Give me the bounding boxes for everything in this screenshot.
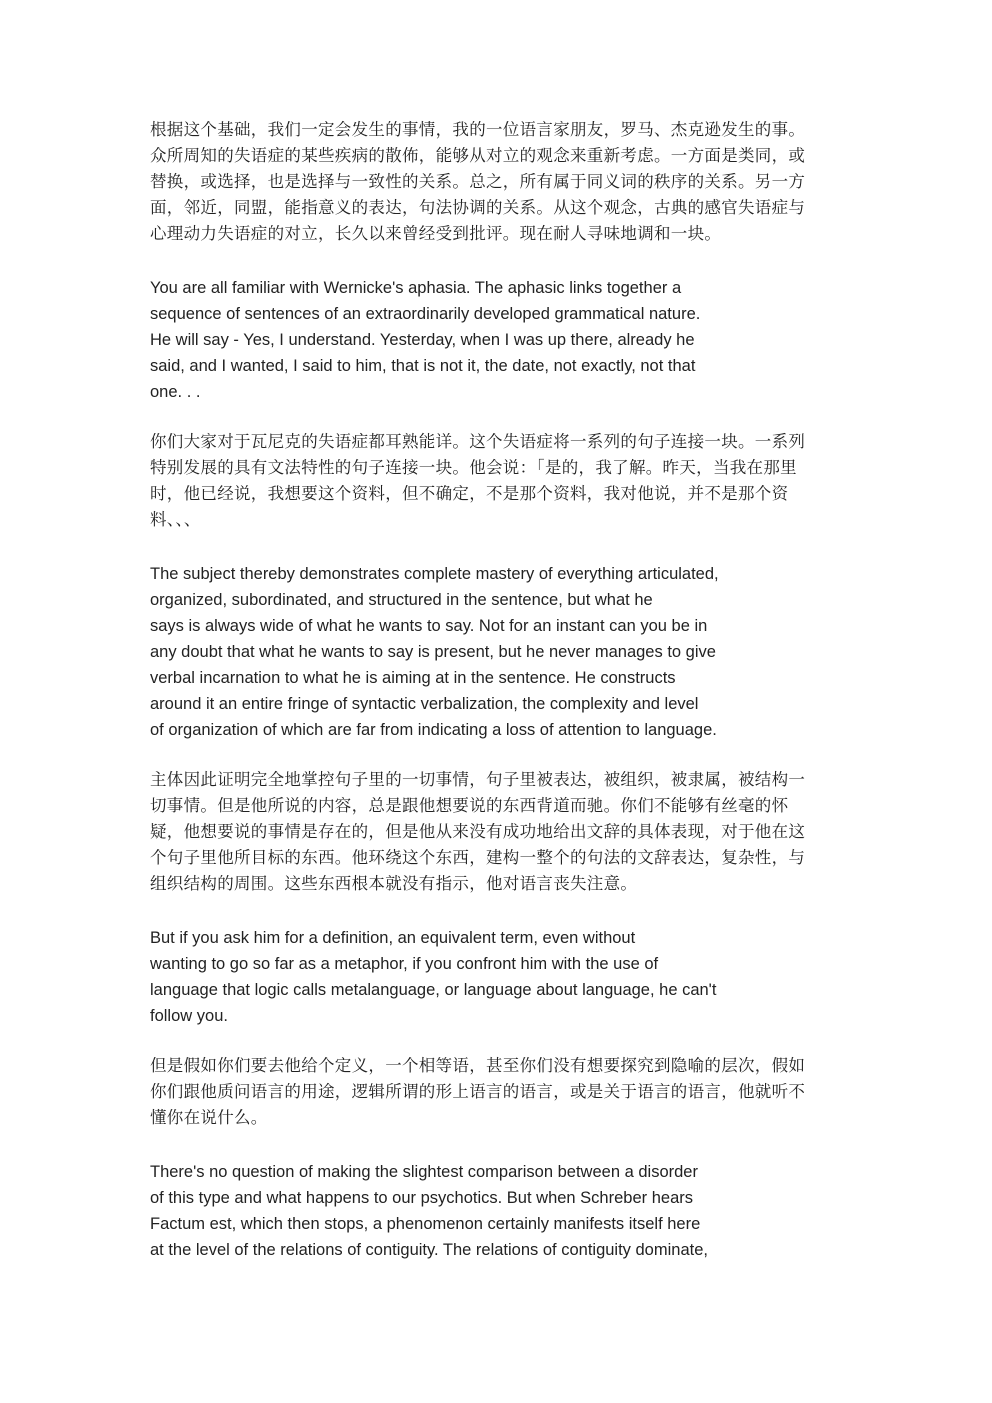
text-line: around it an entire fringe of syntactic verbalization, the complexity and level xyxy=(150,695,699,713)
paragraph-gap xyxy=(150,1131,840,1159)
text-line: The subject thereby demonstrates complete mastery of everything articulated, xyxy=(150,565,719,583)
text-line: 个句子里他所目标的东西。他环绕这个东西，建构一整个的句法的文辞表达，复杂性，与 xyxy=(150,848,806,867)
text-line: 懂你在说什么。 xyxy=(150,1108,268,1127)
text-line: at the level of the relations of contiguity. The relations of contiguity dominate, xyxy=(150,1241,708,1259)
text-line: language that logic calls metalanguage, or language about language, he can't xyxy=(150,981,717,999)
text-line: wanting to go so far as a metaphor, if you confront him with the use of xyxy=(150,955,659,973)
text-line: He will say - Yes, I understand. Yesterday, when I was up there, already he xyxy=(150,331,695,349)
text-line: 面，邻近，同盟，能指意义的表达，句法协调的关系。从这个观念，古典的感官失语症与 xyxy=(150,198,806,217)
text-line: There's no question of making the slightest comparison between a disorder xyxy=(150,1163,698,1181)
text-line: 组织结构的周围。这些东西根本就没有指示，他对语言丧失注意。 xyxy=(150,874,638,893)
paragraph-zh-2 xyxy=(150,429,840,533)
text-line: 切事情。但是他所说的内容，总是跟他想要说的东西背道而驰。你们不能够有丝毫的怀 xyxy=(150,796,789,815)
paragraph-zh-4 xyxy=(150,1053,840,1131)
text-line: 特别发展的具有文法特性的句子连接一块。他会说：「是的，我了解。昨天，当我在那里 xyxy=(150,458,797,477)
text-line: said, and I wanted, I said to him, that is not it, the date, not exactly, not that xyxy=(150,357,696,375)
paragraph-gap xyxy=(150,247,840,275)
paragraph-en-3 xyxy=(150,925,840,1029)
text-line: 你们跟他质问语言的用途，逻辑所谓的形上语言的语言，或是关于语言的语言，他就听不 xyxy=(150,1082,806,1101)
paragraph-en-1 xyxy=(150,275,840,405)
text-line: any doubt that what he wants to say is present, but he never manages to give xyxy=(150,643,716,661)
text-line: 料、、、 xyxy=(150,510,201,529)
text-line: 但是假如你们要去他给个定义，一个相等语，甚至你们没有想要探究到隐喻的层次，假如 xyxy=(150,1056,806,1075)
paragraph-gap xyxy=(150,897,840,925)
document-page xyxy=(150,117,840,1263)
text-line: 替换，或选择，也是选择与一致性的关系。总之，所有属于同义词的秩序的关系。另一方 xyxy=(150,172,806,191)
text-line: You are all familiar with Wernicke's aphasia. The aphasic links together a xyxy=(150,279,682,297)
paragraph-gap xyxy=(150,1029,840,1053)
text-line: one. . . xyxy=(150,383,201,401)
paragraph-zh-1 xyxy=(150,117,840,247)
text-line: sequence of sentences of an extraordinarily developed grammatical nature. xyxy=(150,305,701,323)
text-line: Factum est, which then stops, a phenomenon certainly manifests itself here xyxy=(150,1215,701,1233)
text-line: 根据这个基础，我们一定会发生的事情，我的一位语言家朋友，罗马、杰克逊发生的事。 xyxy=(150,120,806,139)
text-line: verbal incarnation to what he is aiming at in the sentence. He constructs xyxy=(150,669,676,687)
text-line: of this type and what happens to our psychotics. But when Schreber hears xyxy=(150,1189,693,1207)
text-line: 主体因此证明完全地掌控句子里的一切事情，句子里被表达，被组织，被隶属，被结构一 xyxy=(150,770,806,789)
text-line: says is always wide of what he wants to say. Not for an instant can you be in xyxy=(150,617,708,635)
paragraph-en-4 xyxy=(150,1159,840,1263)
paragraph-gap xyxy=(150,533,840,561)
paragraph-en-2 xyxy=(150,561,840,743)
text-line: 心理动力失语症的对立，长久以来曾经受到批评。现在耐人寻味地调和一块。 xyxy=(150,224,722,243)
text-line: of organization of which are far from indicating a loss of attention to language. xyxy=(150,721,717,739)
text-line: follow you. xyxy=(150,1007,228,1025)
text-line: 时，他已经说，我想要这个资料，但不确定，不是那个资料，我对他说，并不是那个资 xyxy=(150,484,789,503)
text-line: But if you ask him for a definition, an equivalent term, even without xyxy=(150,929,636,947)
text-line: 疑，他想要说的事情是存在的，但是他从来没有成功地给出文辞的具体表现，对于他在这 xyxy=(150,822,806,841)
text-line: organized, subordinated, and structured in the sentence, but what he xyxy=(150,591,653,609)
text-line: 你们大家对于瓦尼克的失语症都耳熟能详。这个失语症将一系列的句子连接一块。一系列 xyxy=(150,432,806,451)
paragraph-zh-3 xyxy=(150,767,840,897)
text-line: 众所周知的失语症的某些疾病的散佈，能够从对立的观念来重新考虑。一方面是类同，或 xyxy=(150,146,806,165)
paragraph-gap xyxy=(150,405,840,429)
paragraph-gap xyxy=(150,743,840,767)
